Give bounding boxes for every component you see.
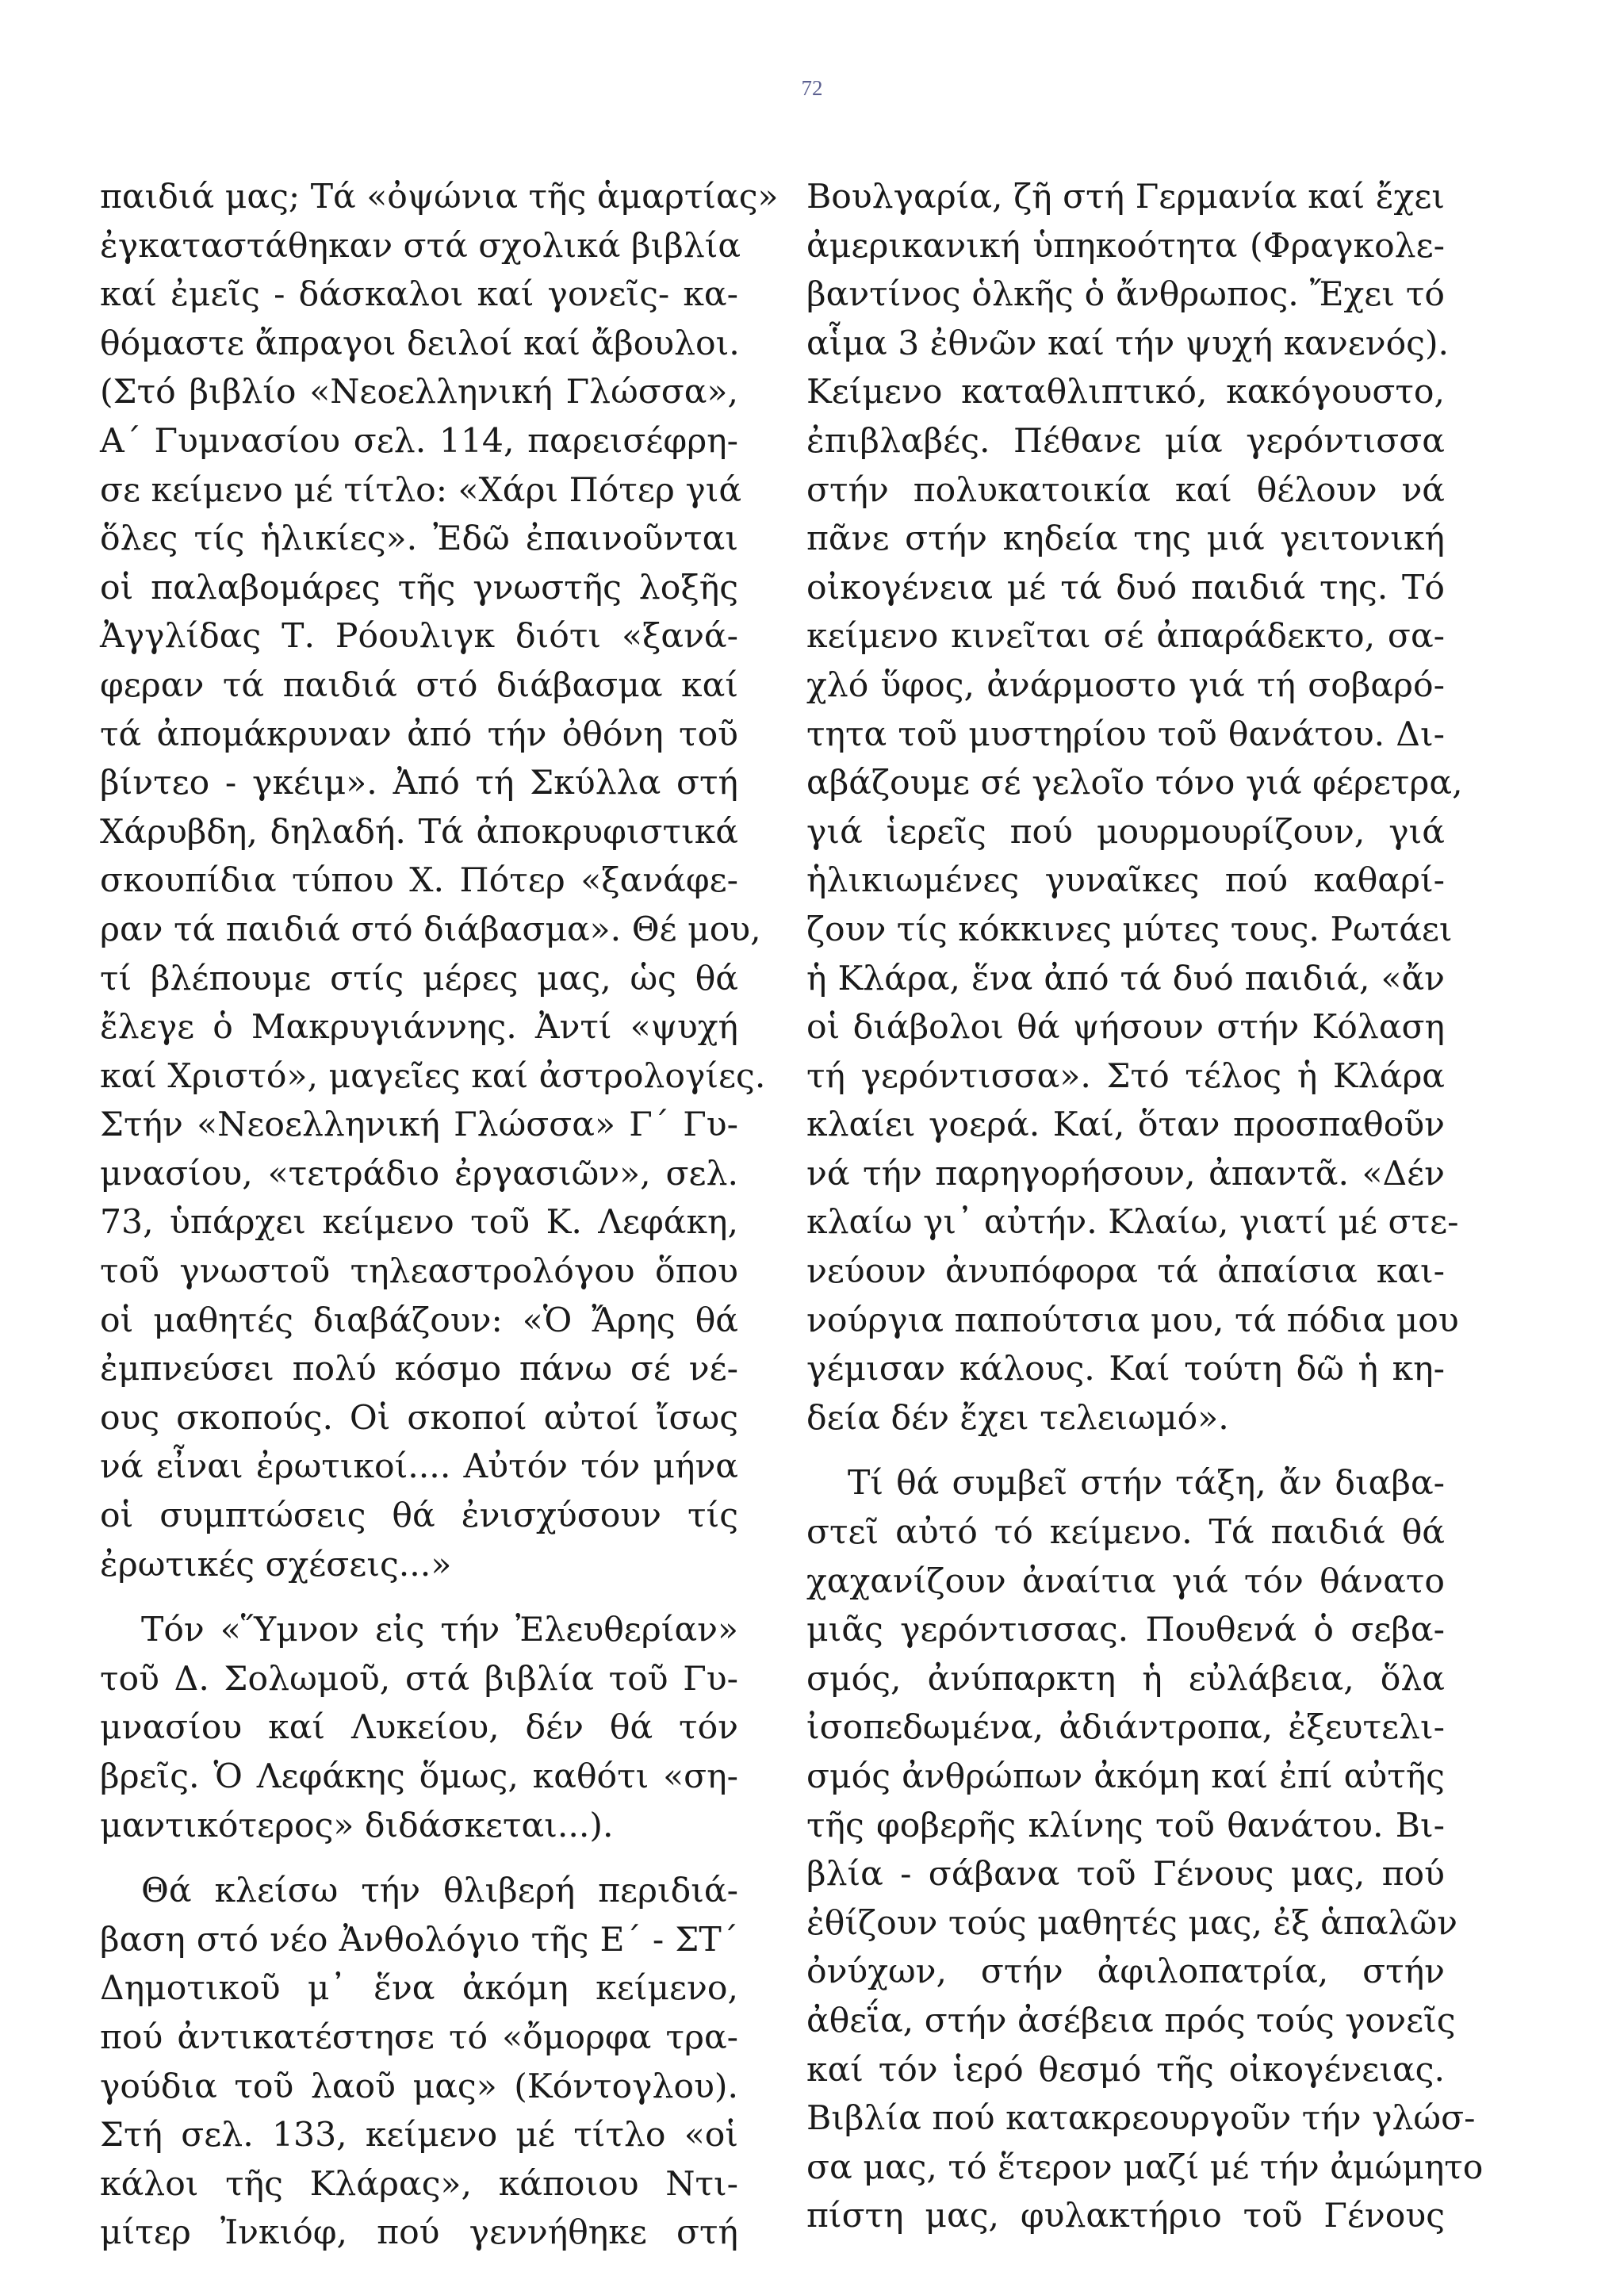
text-line: οἰκογένεια μέ τά δυό παιδιά της. Τό	[806, 568, 1445, 607]
text-line: κάλοι τῆς Κλάρας», κάποιου Ντι-	[100, 2164, 738, 2204]
text-line: καί ἐμεῖς - δάσκαλοι καί γονεῖς- κα-	[100, 275, 738, 315]
text-line: οἱ διάβολοι θά ψήσουν στήν Κόλαση	[806, 1008, 1445, 1048]
text-line: βλία - σάβανα τοῦ Γένους μας, πού	[806, 1855, 1445, 1894]
text-line: οἱ συμπτώσεις θά ἐνισχύσουν τίς	[100, 1496, 738, 1536]
text-line: καί Χριστό», μαγεῖες καί ἀστρολογίες.	[100, 1056, 766, 1096]
text-line: ἀμερικανική ὑπηκοότητα (Φραγκολε-	[806, 226, 1445, 266]
text-line: Θά κλείσω τήν θλιβερή περιδιά-	[141, 1871, 738, 1911]
text-line: ἐμπνεύσει πολύ κόσμο πάνω σέ νέ-	[100, 1350, 738, 1389]
text-line: ἐρωτικές σχέσεις...»	[100, 1545, 452, 1584]
text-line: θόμαστε ἄπραγοι δειλοί καί ἄβουλοι.	[100, 324, 740, 363]
text-line: φεραν τά παιδιά στό διάβασμα καί	[100, 665, 738, 705]
text-line: σε κείμενο μέ τίτλο: «Χάρι Πότερ γιά	[100, 470, 742, 510]
text-line: πᾶνε στήν κηδεία της μιά γειτονική	[806, 519, 1445, 559]
text-line: Τόν «Ὕμνον εἰς τήν Ἐλευθερίαν»	[141, 1611, 738, 1650]
text-line: ἐπιβλαβές. Πέθανε μία γερόντισσα	[806, 421, 1445, 461]
text-line: κείμενο κινεῖται σέ ἀπαράδεκτο, σα-	[806, 617, 1445, 657]
text-line: Βιβλία πού κατακρεουργοῦν τήν γλώσ-	[806, 2099, 1476, 2139]
text-line: οἱ μαθητές διαβάζουν: «Ὁ Ἄρης θά	[100, 1301, 738, 1340]
paragraph-gap	[806, 1442, 1445, 1459]
text-line: Στήν «Νεοελληνική Γλώσσα» Γ΄ Γυ-	[100, 1105, 738, 1145]
text-line: ἡλικιωμένες γυναῖκες πού καθαρί-	[806, 861, 1445, 901]
text-line: ὅλες τίς ἡλικίες». Ἐδῶ ἐπαινοῦνται	[100, 519, 738, 559]
text-line: τῆς φοβερῆς κλίνης τοῦ θανάτου. Βι-	[806, 1806, 1445, 1845]
text-line: αἷμα 3 ἐθνῶν καί τήν ψυχή κανενός).	[806, 324, 1450, 363]
text-line: παιδιά μας; Τά «ὀψώνια τῆς ἁμαρτίας»	[100, 178, 779, 216]
text-line: βρεῖς. Ὁ Λεφάκης ὅμως, καθότι «ση-	[100, 1757, 738, 1796]
text-line: τοῦ Δ. Σολωμοῦ, στά βιβλία τοῦ Γυ-	[100, 1659, 738, 1699]
text-line: ους σκοπούς. Οἱ σκοποί αὐτοί ἴσως	[100, 1398, 738, 1438]
text-line: ὀνύχων, στήν ἀφιλοπατρία, στήν	[806, 1952, 1445, 1992]
text-line: Στή σελ. 133, κείμενο μέ τίτλο «οἱ	[100, 2116, 738, 2155]
text-line: τητα τοῦ μυστηρίου τοῦ θανάτου. Δι-	[806, 715, 1445, 754]
text-line: ἀθεΐα, στήν ἀσέβεια πρός τούς γονεῖς	[806, 2001, 1456, 2040]
text-line: πίστη μας, φυλακτήριο τοῦ Γένους	[806, 2197, 1445, 2236]
left-column	[100, 173, 779, 2258]
text-line: τά ἀπομάκρυναν ἀπό τήν ὀθόνη τοῦ	[100, 715, 738, 754]
text-line: 73, ὑπάρχει κείμενο τοῦ Κ. Λεφάκη,	[100, 1203, 738, 1243]
text-line: σα μας, τό ἕτερον μαζί μέ τήν ἀμώμητο	[806, 2147, 1484, 2187]
text-line: (Στό βιβλίο «Νεοελληνική Γλώσσα»,	[100, 373, 738, 412]
text-line: ραν τά παιδιά στό διάβασμα». Θέ μου,	[100, 910, 761, 949]
text-line: δεία δέν ἔχει τελειωμό».	[806, 1398, 1229, 1438]
text-line: στεῖ αὐτό τό κείμενο. Τά παιδιά θά	[806, 1513, 1445, 1553]
text-line: Χάρυβδη, δηλαδή. Τά ἀποκρυφιστικά	[100, 812, 738, 852]
text-line: ἐγκαταστάθηκαν στά σχολικά βιβλία	[100, 226, 741, 266]
text-line: κλαίει γοερά. Καί, ὅταν προσπαθοῦν	[806, 1105, 1445, 1145]
text-line: γιά ἱερεῖς πού μουρμουρίζουν, γιά	[806, 812, 1445, 852]
text-line: ἔλεγε ὁ Μακρυγιάννης. Ἀντί «ψυχή	[100, 1008, 738, 1048]
text-line: Δημοτικοῦ μ᾽ ἕνα ἀκόμη κείμενο,	[100, 1969, 738, 2009]
text-line: χλό ὕφος, ἀνάρμοστο γιά τή σοβαρό-	[806, 665, 1445, 705]
text-line: γούδια τοῦ λαοῦ μας» (Κόντογλου).	[100, 2067, 738, 2106]
text-line: καί τόν ἱερό θεσμό τῆς οἰκογένειας.	[806, 2050, 1445, 2090]
text-line: ἐθίζουν τούς μαθητές μας, ἐξ ἁπαλῶν	[806, 1903, 1457, 1943]
text-line: τοῦ γνωστοῦ τηλεαστρολόγου ὅπου	[100, 1252, 738, 1292]
text-line: μαντικότερος» διδάσκεται...).	[100, 1806, 614, 1845]
text-line: σμός, ἀνύπαρκτη ἡ εὐλάβεια, ὅλα	[806, 1659, 1445, 1699]
text-line: μίτερ Ἰνκιόφ, πού γεννήθηκε στή	[100, 2213, 738, 2253]
text-line: ἰσοπεδωμένα, ἀδιάντροπα, ἐξευτελι-	[806, 1708, 1445, 1748]
right-column	[806, 173, 1484, 2241]
text-line: Ἀγγλίδας Τ. Ρόουλιγκ διότι «ξανά-	[100, 617, 738, 657]
text-line: νά τήν παρηγορήσουν, ἀπαντᾶ. «Δέν	[806, 1154, 1445, 1193]
text-line: οἱ παλαβομάρες τῆς γνωστῆς λοξῆς	[100, 568, 738, 607]
text-line: βίντεο - γκέιμ». Ἀπό τή Σκύλλα στή	[100, 764, 738, 803]
text-line: νεύουν ἀνυπόφορα τά ἀπαίσια και-	[806, 1252, 1445, 1292]
text-line: βαση στό νέο Ἀνθολόγιο τῆς Ε΄ - ΣΤ΄	[100, 1920, 738, 1960]
text-line: ζουν τίς κόκκινες μύτες τους. Ρωτάει	[806, 910, 1453, 949]
text-line: βαντίνος ὁλκῆς ὁ ἄνθρωπος. Ἔχει τό	[806, 275, 1445, 315]
text-line: χαχανίζουν ἀναίτια γιά τόν θάνατο	[806, 1561, 1445, 1601]
text-line: ἡ Κλάρα, ἕνα ἀπό τά δυό παιδιά, «ἄν	[806, 959, 1445, 998]
text-line: αβάζουμε σέ γελοῖο τόνο γιά φέρετρα,	[806, 764, 1463, 803]
text-line: τί βλέπουμε στίς μέρες μας, ὡς θά	[100, 959, 738, 998]
text-line: μνασίου καί Λυκείου, δέν θά τόν	[100, 1708, 738, 1748]
text-line: Τί θά συμβεῖ στήν τάξη, ἄν διαβα-	[848, 1464, 1445, 1504]
text-line: νούργια παπούτσια μου, τά πόδια μου	[806, 1301, 1459, 1340]
text-line: τή γερόντισσα». Στό τέλος ἡ Κλάρα	[806, 1056, 1445, 1096]
text-line: πού ἀντικατέστησε τό «ὄμορφα τρα-	[100, 2017, 738, 2057]
text-line: Βουλγαρία, ζῆ στή Γερμανία καί ἔχει	[806, 178, 1445, 216]
text-line: νά εἶναι ἐρωτικοί.... Αὐτόν τόν μήνα	[100, 1447, 738, 1487]
text-line: μιᾶς γερόντισσας. Πουθενά ὁ σεβα-	[806, 1611, 1445, 1650]
text-line: σκουπίδια τύπου Χ. Πότερ «ξανάφε-	[100, 861, 738, 901]
paragraph-gap	[100, 1850, 738, 1867]
paragraph-gap	[100, 1589, 738, 1606]
text-line: στήν πολυκατοικία καί θέλουν νά	[806, 470, 1445, 510]
text-line: κλαίω γι᾽ αὐτήν. Κλαίω, γιατί μέ στε-	[806, 1203, 1459, 1243]
text-line: γέμισαν κάλους. Καί τούτη δῶ ἡ κη-	[806, 1350, 1445, 1389]
text-line: Κείμενο καταθλιπτικό, κακόγουστο,	[806, 373, 1445, 412]
text-line: σμός ἀνθρώπων ἀκόμη καί ἐπί αὐτῆς	[806, 1757, 1445, 1796]
page-number: 72	[801, 76, 823, 100]
text-line: μνασίου, «τετράδιο ἐργασιῶν», σελ.	[100, 1154, 738, 1193]
text-line: Α΄ Γυμνασίου σελ. 114, παρεισέφρη-	[100, 421, 738, 461]
